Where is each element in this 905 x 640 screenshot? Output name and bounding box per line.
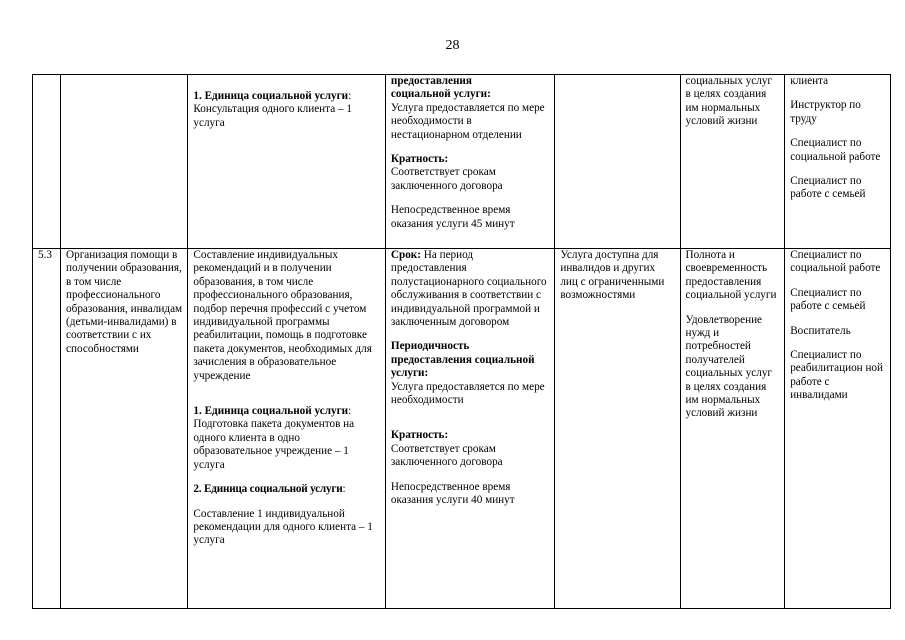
staff-item: Специалист по работе с семьей	[790, 175, 866, 201]
page-number: 28	[445, 38, 460, 53]
cell-number	[33, 75, 61, 249]
cell-number: 5.3	[33, 249, 61, 609]
quality-item: Полнота и своевременность предоставления социальной услуги	[685, 249, 777, 302]
cell-availability	[555, 75, 680, 249]
content-intro: Составление индивидуальных рекомендаций и в получении образования, в том числе профессионального образования, подбор перечня профессий с учетом индивидуальной программы реабилитации, помощь в подготовке пакета документов, необходимых для зачисления в образовательное учреждение	[193, 249, 372, 382]
period-label: Периодичность предоставления социальной услуги:	[390, 340, 535, 380]
staff-item: Специалист по социальной работе	[790, 137, 881, 163]
cell-content	[188, 75, 386, 249]
cell-terms	[385, 249, 554, 609]
services-table	[32, 74, 891, 609]
cell-name: Организация помощи в получении образования, в том числе профессионального образования, инвалидам (детьми-инвалидами) в соответствии с их способностями	[61, 249, 188, 609]
cell-availability: Услуга доступна для инвалидов и других лиц с ограниченными возможностями	[555, 249, 680, 609]
kratnost-text: Соответствует срокам заключенного договора	[390, 442, 503, 469]
unit1-text: Подготовка пакета документов на одного клиента в одно образовательное учреждение – 1 услуга	[193, 418, 355, 471]
table-row-continued	[33, 75, 891, 249]
kratnost-label: Кратность:	[390, 153, 449, 166]
staff-item: Воспитатель	[790, 324, 851, 337]
table-row-5-3	[33, 249, 891, 609]
period-text: Услуга предоставляется по мере необходимости	[390, 380, 545, 407]
service-time: Непосредственное время оказания услуги 40 минут	[390, 480, 515, 507]
staff-item: клиента	[790, 75, 829, 87]
kratnost-text: Соответствует срокам заключенного договора	[390, 166, 503, 192]
service-time: Непосредственное время оказания услуги 45 минут	[390, 204, 515, 230]
staff-item: Инструктор по труду	[790, 99, 861, 125]
terms-text: Услуга предоставляется по мере необходимости в нестационарном отделении	[390, 101, 545, 141]
kratnost-label: Кратность:	[390, 429, 449, 442]
cell-staff	[785, 75, 891, 249]
cell-content	[188, 249, 386, 609]
cell-name	[61, 75, 188, 249]
unit1-paragraph: 1. Единица социальной услуги:	[193, 405, 352, 418]
unit-text: Консультация одного клиента – 1 услуга	[193, 103, 352, 129]
staff-item: Специалист по реабилитацион ной работе с инвалидами	[790, 349, 884, 402]
cell-quality: социальных услуг в целях создания им нормальных условий жизни	[680, 75, 785, 249]
staff-item: Специалист по социальной работе	[790, 249, 881, 275]
unit-paragraph: 1. Единица социальной услуги:	[193, 90, 352, 102]
cell-staff	[785, 249, 891, 609]
srok-paragraph: Срок: На период предоставления полустационарного социального обслуживания в соответствии с индивидуальной программой и заключенным договором	[390, 249, 547, 329]
unit2-text: Составление 1 индивидуальной рекомендации для одного клиента – 1 услуга	[193, 507, 373, 547]
quality-item: Удовлетворение нужд и потребностей получателей социальных услуг в целях создания им нормальных условий жизни	[685, 313, 773, 420]
unit2-paragraph: 2. Единица социальной услуги:	[193, 483, 346, 496]
cell-terms: предоставления социальной услуги: Услуга предоставляется по мере необходимости в нестационарном отделении Кратность: Соответствует срокам заключенного договора Непосредственное время оказания услуги 45 минут	[385, 75, 554, 249]
cell-quality	[680, 249, 785, 609]
staff-item: Специалист по работе с семьей	[790, 286, 866, 313]
